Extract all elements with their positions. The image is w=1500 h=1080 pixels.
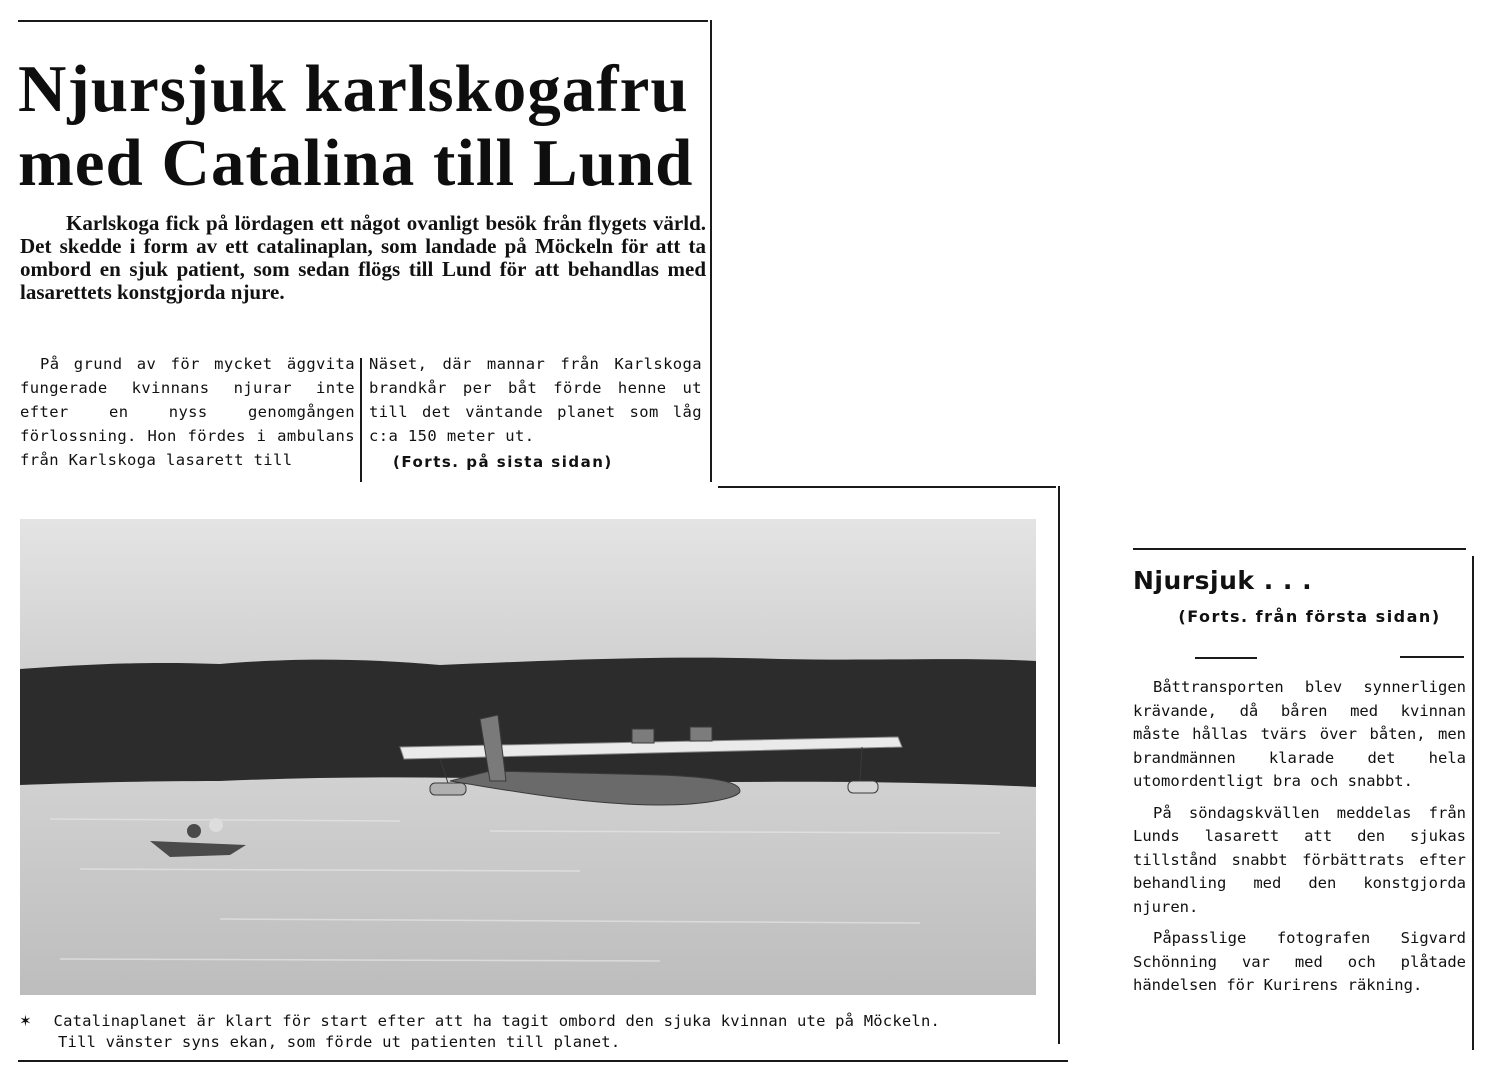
continuation-subtitle: (Forts. från första sidan) <box>1178 607 1441 626</box>
photo-top-rule <box>718 486 1056 488</box>
body-column-2-text: Näset, där mannar från Karlskoga brandkår per båt förde henne ut till det väntande planet som låg c:a 150 meter ut. <box>369 355 702 445</box>
photo-caption <box>20 1010 1040 1053</box>
headline: Njursjuk karlskogafru med Catalina till Lund <box>18 52 694 200</box>
continuation-paragraph: Båttransporten blev synnerligen krävande, då båren med kvinnan måste hållas tvärs över båten, men brandmännen klarade det hela utomordentligt bra och snabbt. <box>1133 678 1466 790</box>
body-column-1-text: På grund av för mycket äggvita fungerade kvinnans njurar inte efter en nyss genomgången förlossning. Hon fördes i ambulans från Karlskoga lasarett till <box>20 355 355 469</box>
column-divider <box>360 358 362 482</box>
star-icon: ✶ <box>20 1010 32 1031</box>
continuation-paragraph: På söndagskvällen meddelas från Lunds lasarett att den sjukas tillstånd snabbt förbättrats efter behandling med den konstgjorda njuren. <box>1133 803 1466 916</box>
continued-note: (Forts. på sista sidan) <box>393 453 613 471</box>
side-right-rule <box>1472 556 1474 1050</box>
side-divider-left <box>1195 657 1257 659</box>
continuation-body <box>1133 676 1466 1006</box>
lead-text: Karlskoga fick på lördagen ett något ovanligt besök från flygets värld. Det skedde i form av ett catalinaplan, som landade på Möckeln för att ta ombord en sjuk patient, som sedan flögs till Lund för att behandlas med lasarettets konstgjorda njure. <box>20 211 706 304</box>
continuation-title: Njursjuk . . . <box>1133 566 1313 595</box>
body-column-1 <box>20 352 355 472</box>
treeline <box>20 658 1036 787</box>
continuation-box <box>1133 560 1466 994</box>
photo-illustration <box>20 519 1036 995</box>
top-rule <box>18 20 708 22</box>
side-divider-right <box>1400 656 1464 658</box>
catalina-photo <box>20 519 1036 995</box>
side-top-rule <box>1133 548 1466 550</box>
photo-right-rule <box>1058 486 1060 1044</box>
caption-line-2: Till vänster syns ekan, som förde ut patienten till planet. <box>58 1033 621 1051</box>
bottom-rule <box>18 1060 1068 1062</box>
caption-line-1: Catalinaplanet är klart för start efter att ha tagit ombord den sjuka kvinnan ute på Möckeln. <box>53 1012 941 1030</box>
continuation-paragraph: Påpasslige fotografen Sigvard Schönning var med och plåtade händelsen för Kurirens räkning. <box>1133 929 1466 994</box>
lead-paragraph <box>20 212 706 304</box>
body-column-2 <box>369 352 702 474</box>
